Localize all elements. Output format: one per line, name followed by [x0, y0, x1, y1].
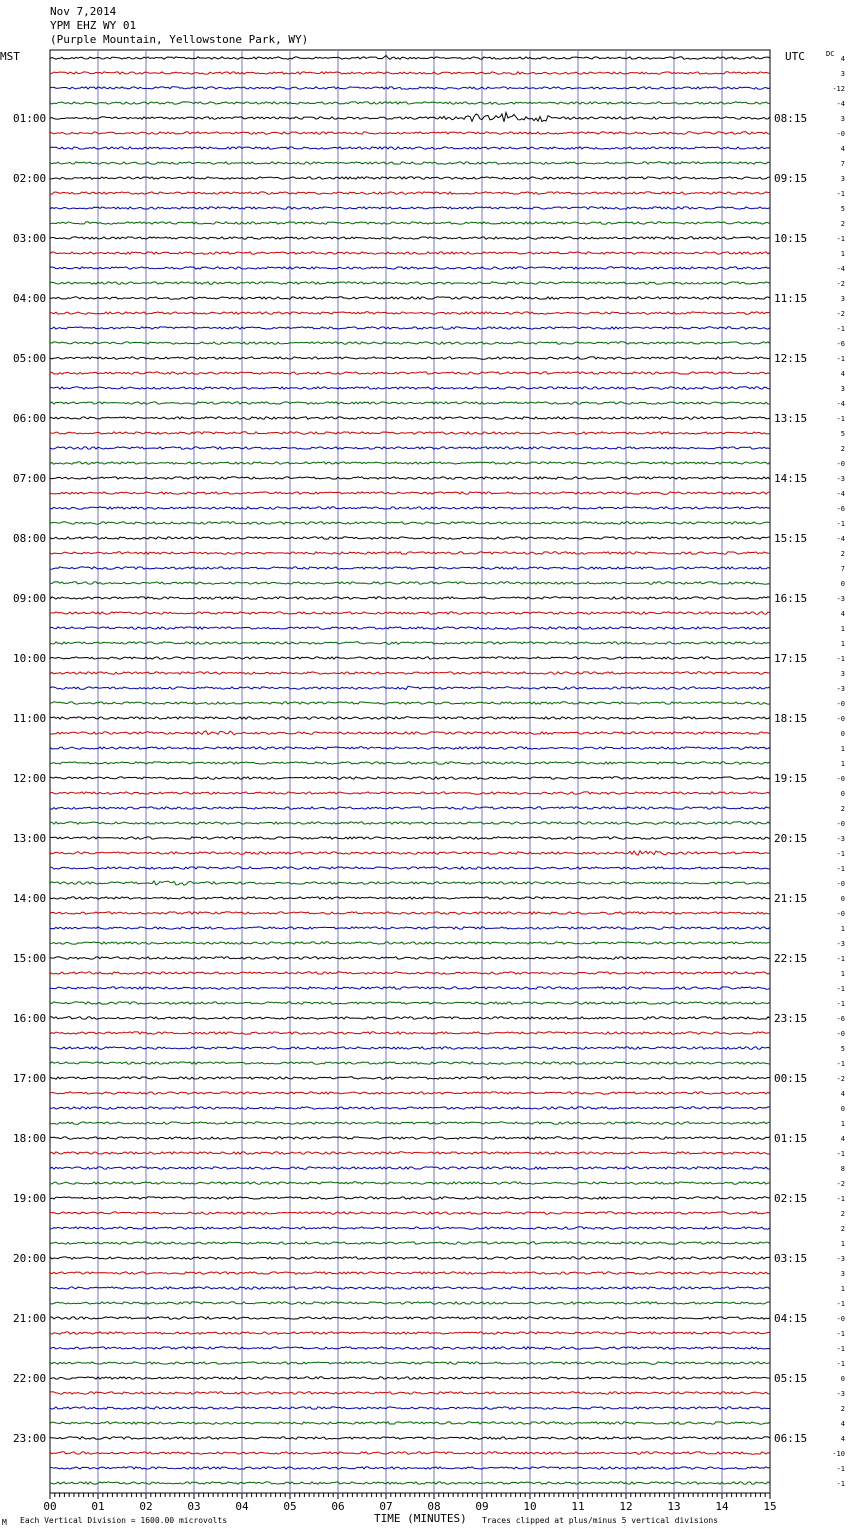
dc-offset-value: 1 — [840, 250, 845, 258]
utc-hour-label: 20:15 — [774, 832, 808, 845]
trace-74 — [50, 1167, 770, 1169]
trace-9 — [50, 192, 770, 194]
dc-offset-value: -3 — [836, 685, 845, 693]
dc-offset-value: -1 — [836, 1150, 845, 1158]
dc-offset-value: 3 — [840, 385, 845, 393]
x-tick-label: 11 — [571, 1500, 585, 1513]
x-tick-label: 15 — [763, 1500, 777, 1513]
trace-38 — [50, 627, 770, 629]
trace-83 — [50, 1302, 770, 1304]
trace-53 — [50, 851, 770, 856]
dc-offset-value: 1 — [840, 625, 845, 633]
trace-44 — [50, 717, 770, 719]
trace-45 — [50, 731, 770, 735]
utc-hour-label: 16:15 — [774, 592, 808, 605]
utc-hour-label: 00:15 — [774, 1072, 808, 1085]
utc-hour-label: 12:15 — [774, 352, 808, 365]
dc-offset-value: -1 — [836, 865, 845, 873]
trace-15 — [50, 282, 770, 284]
dc-offset-value: 3 — [840, 1270, 845, 1278]
dc-offset-value: -1 — [836, 1300, 845, 1308]
trace-85 — [50, 1332, 770, 1334]
x-tick-label: 04 — [235, 1500, 249, 1513]
trace-33 — [50, 552, 770, 554]
station-code: YPM EHZ WY 01 — [50, 19, 137, 32]
trace-32 — [50, 537, 770, 539]
trace-3 — [50, 102, 770, 104]
dc-offset-value: -3 — [836, 1255, 845, 1263]
trace-72 — [50, 1137, 770, 1139]
trace-58 — [50, 927, 770, 929]
x-tick-label: 08 — [427, 1500, 441, 1513]
dc-offset-value: -1 — [836, 235, 845, 243]
trace-16 — [50, 297, 770, 299]
dc-offset-value: -10 — [832, 1450, 845, 1458]
dc-offset-value: -1 — [836, 1330, 845, 1338]
dc-offset-value: -0 — [836, 775, 845, 783]
utc-hour-label: 18:15 — [774, 712, 808, 725]
dc-offset-value: 0 — [840, 730, 845, 738]
trace-73 — [50, 1152, 770, 1154]
trace-18 — [50, 327, 770, 329]
utc-hour-label: 11:15 — [774, 292, 808, 305]
dc-offset-value: 1 — [840, 1285, 845, 1293]
x-tick-label: 00 — [43, 1500, 57, 1513]
trace-35 — [50, 582, 770, 584]
dc-offset-value: -1 — [836, 520, 845, 528]
dc-offset-value: 1 — [840, 745, 845, 753]
trace-24 — [50, 417, 770, 419]
dc-offset-value: -1 — [836, 325, 845, 333]
trace-68 — [50, 1077, 770, 1079]
dc-offset-value: -3 — [836, 940, 845, 948]
dc-offset-value: -0 — [836, 460, 845, 468]
trace-65 — [50, 1032, 770, 1034]
dc-offset-value: -2 — [836, 1075, 845, 1083]
trace-70 — [50, 1107, 770, 1109]
trace-52 — [50, 837, 770, 839]
trace-81 — [50, 1272, 770, 1274]
dc-offset-value: -0 — [836, 910, 845, 918]
dc-offset-value: 3 — [840, 175, 845, 183]
dc-offset-value: -2 — [836, 280, 845, 288]
mst-hour-label: 23:00 — [13, 1432, 47, 1445]
dc-offset-value: -4 — [836, 535, 845, 543]
dc-offset-value: -1 — [836, 1480, 845, 1488]
trace-17 — [50, 312, 770, 314]
dc-offset-value: -1 — [836, 850, 845, 858]
trace-59 — [50, 942, 770, 944]
trace-88 — [50, 1377, 770, 1379]
mst-hour-label: 08:00 — [13, 532, 47, 545]
dc-offset-value: 2 — [840, 1225, 845, 1233]
x-tick-label: 05 — [283, 1500, 297, 1513]
trace-31 — [50, 522, 770, 524]
dc-offset-value: 7 — [840, 565, 845, 573]
dc-offset-value: -6 — [836, 1015, 845, 1023]
dc-offset-value: -1 — [836, 1465, 845, 1473]
x-tick-label: 02 — [139, 1500, 153, 1513]
dc-offset-value: 4 — [840, 1090, 845, 1098]
mst-hour-label: 02:00 — [13, 172, 47, 185]
utc-hour-label: 21:15 — [774, 892, 808, 905]
mst-hour-label: 20:00 — [13, 1252, 47, 1265]
utc-hour-label: 06:15 — [774, 1432, 808, 1445]
trace-60 — [50, 957, 770, 959]
trace-25 — [50, 432, 770, 434]
dc-offset-value: -4 — [836, 265, 845, 273]
dc-offset-value: -6 — [836, 340, 845, 348]
trace-57 — [50, 912, 770, 914]
trace-20 — [50, 357, 770, 359]
trace-86 — [50, 1347, 770, 1349]
dc-offset-value: -0 — [836, 130, 845, 138]
trace-47 — [50, 762, 770, 764]
mst-hour-label: 21:00 — [13, 1312, 47, 1325]
trace-39 — [50, 642, 770, 644]
dc-offset-value: 2 — [840, 550, 845, 558]
mst-hour-label: 15:00 — [13, 952, 47, 965]
dc-label: DC — [826, 50, 835, 58]
dc-offset-value: -1 — [836, 1060, 845, 1068]
utc-hour-label: 23:15 — [774, 1012, 808, 1025]
utc-hour-label: 02:15 — [774, 1192, 808, 1205]
trace-10 — [50, 207, 770, 209]
trace-14 — [50, 267, 770, 269]
mst-hour-label: 19:00 — [13, 1192, 47, 1205]
utc-hour-label: 01:15 — [774, 1132, 808, 1145]
trace-61 — [50, 972, 770, 974]
dc-offset-value: -3 — [836, 1390, 845, 1398]
dc-offset-value: 0 — [840, 1105, 845, 1113]
dc-offset-value: -2 — [836, 1180, 845, 1188]
dc-offset-value: -6 — [836, 505, 845, 513]
dc-offset-value: 3 — [840, 115, 845, 123]
x-axis-label: TIME (MINUTES) — [374, 1512, 467, 1525]
dc-offset-value: 3 — [840, 295, 845, 303]
utc-hour-label: 04:15 — [774, 1312, 808, 1325]
mst-hour-label: 12:00 — [13, 772, 47, 785]
dc-offset-value: -2 — [836, 310, 845, 318]
trace-56 — [50, 897, 770, 899]
mst-hour-label: 01:00 — [13, 112, 47, 125]
trace-0 — [50, 56, 770, 60]
dc-offset-value: 1 — [840, 760, 845, 768]
dc-offset-value: 5 — [840, 1045, 845, 1053]
trace-79 — [50, 1242, 770, 1244]
trace-42 — [50, 686, 770, 689]
trace-62 — [50, 987, 770, 989]
dc-offset-value: -1 — [836, 1000, 845, 1008]
dc-offset-value: 2 — [840, 220, 845, 228]
dc-offset-value: 3 — [840, 70, 845, 78]
dc-offset-value: 1 — [840, 640, 845, 648]
mst-hour-label: 11:00 — [13, 712, 47, 725]
station-location: (Purple Mountain, Yellowstone Park, WY) — [50, 33, 309, 46]
dc-offset-value: -1 — [836, 415, 845, 423]
mst-hour-label: 16:00 — [13, 1012, 47, 1025]
mst-hour-label: 13:00 — [13, 832, 47, 845]
mst-hour-label: 17:00 — [13, 1072, 47, 1085]
utc-hour-label: 22:15 — [774, 952, 808, 965]
dc-offset-value: -1 — [836, 190, 845, 198]
dc-offset-value: 1 — [840, 925, 845, 933]
trace-30 — [50, 507, 770, 509]
trace-8 — [50, 177, 770, 179]
trace-11 — [50, 222, 770, 224]
utc-hour-label: 13:15 — [774, 412, 808, 425]
dc-offset-value: 4 — [840, 1435, 845, 1443]
mst-hour-label: 07:00 — [13, 472, 47, 485]
dc-offset-value: 4 — [840, 370, 845, 378]
mst-hour-label: 05:00 — [13, 352, 47, 365]
trace-22 — [50, 387, 770, 389]
x-tick-label: 03 — [187, 1500, 201, 1513]
trace-67 — [50, 1062, 770, 1064]
trace-84 — [50, 1317, 770, 1319]
dc-offset-value: -0 — [836, 1315, 845, 1323]
plot-date: Nov 7,2014 — [50, 5, 117, 18]
trace-6 — [50, 147, 770, 149]
dc-offset-value: 5 — [840, 430, 845, 438]
left-timezone-label: MST — [0, 50, 20, 63]
trace-7 — [50, 162, 770, 164]
dc-offset-value: -4 — [836, 490, 845, 498]
x-tick-label: 10 — [523, 1500, 537, 1513]
mst-hour-label: 04:00 — [13, 292, 47, 305]
x-tick-label: 07 — [379, 1500, 393, 1513]
mst-hour-label: 18:00 — [13, 1132, 47, 1145]
dc-offset-value: -0 — [836, 880, 845, 888]
trace-95 — [50, 1482, 770, 1484]
trace-51 — [50, 822, 770, 824]
trace-75 — [50, 1182, 770, 1184]
trace-48 — [50, 777, 770, 779]
dc-offset-value: -1 — [836, 1360, 845, 1368]
dc-offset-value: -1 — [836, 985, 845, 993]
corner-mark: M — [2, 1518, 7, 1527]
dc-offset-value: 0 — [840, 790, 845, 798]
trace-36 — [50, 597, 770, 599]
mst-hour-label: 06:00 — [13, 412, 47, 425]
trace-77 — [50, 1212, 770, 1214]
utc-hour-label: 09:15 — [774, 172, 808, 185]
mst-hour-label: 09:00 — [13, 592, 47, 605]
utc-hour-label: 03:15 — [774, 1252, 808, 1265]
trace-50 — [50, 807, 770, 809]
dc-offset-value: -4 — [836, 100, 845, 108]
dc-offset-value: -1 — [836, 655, 845, 663]
trace-27 — [50, 462, 770, 464]
trace-5 — [50, 132, 770, 134]
dc-offset-value: 4 — [840, 55, 845, 63]
dc-offset-value: -1 — [836, 955, 845, 963]
dc-offset-value: -1 — [836, 355, 845, 363]
dc-offset-value: 0 — [840, 1375, 845, 1383]
utc-hour-label: 17:15 — [774, 652, 808, 665]
utc-hour-label: 05:15 — [774, 1372, 808, 1385]
dc-offset-value: 8 — [840, 1165, 845, 1173]
dc-offset-value: 2 — [840, 1405, 845, 1413]
trace-92 — [50, 1437, 770, 1439]
dc-offset-value: 1 — [840, 1240, 845, 1248]
dc-offset-value: -3 — [836, 595, 845, 603]
dc-offset-value: 2 — [840, 805, 845, 813]
vertical-division-note: Each Vertical Division = 1600.00 microvolts — [20, 1516, 228, 1525]
trace-55 — [50, 881, 770, 885]
trace-49 — [50, 792, 770, 794]
x-tick-label: 14 — [715, 1500, 729, 1513]
mst-hour-label: 22:00 — [13, 1372, 47, 1385]
trace-63 — [50, 1002, 770, 1004]
trace-41 — [50, 672, 770, 674]
dc-offset-value: -3 — [836, 475, 845, 483]
dc-offset-value: -1 — [836, 1195, 845, 1203]
trace-66 — [50, 1047, 770, 1049]
trace-94 — [50, 1467, 770, 1469]
trace-43 — [50, 702, 770, 704]
trace-93 — [50, 1452, 770, 1454]
trace-37 — [50, 612, 770, 614]
trace-69 — [50, 1092, 770, 1094]
dc-offset-value: 4 — [840, 1135, 845, 1143]
mst-hour-label: 10:00 — [13, 652, 47, 665]
trace-12 — [50, 237, 770, 239]
dc-offset-value: 2 — [840, 1210, 845, 1218]
trace-4 — [50, 113, 770, 122]
trace-87 — [50, 1362, 770, 1364]
dc-offset-value: 4 — [840, 145, 845, 153]
dc-offset-value: 5 — [840, 205, 845, 213]
trace-76 — [50, 1197, 770, 1199]
mst-hour-label: 03:00 — [13, 232, 47, 245]
right-timezone-label: UTC — [785, 50, 805, 63]
plot-frame — [50, 50, 770, 1493]
dc-offset-value: 7 — [840, 160, 845, 168]
trace-82 — [50, 1287, 770, 1289]
trace-90 — [50, 1407, 770, 1409]
dc-offset-value: -0 — [836, 1030, 845, 1038]
dc-offset-value: 1 — [840, 970, 845, 978]
dc-offset-value: 4 — [840, 1420, 845, 1428]
trace-19 — [50, 342, 770, 344]
x-tick-label: 01 — [91, 1500, 105, 1513]
trace-46 — [50, 747, 770, 749]
trace-78 — [50, 1227, 770, 1229]
dc-offset-value: -1 — [836, 1345, 845, 1353]
trace-21 — [50, 372, 770, 374]
dc-offset-value: -4 — [836, 400, 845, 408]
utc-hour-label: 15:15 — [774, 532, 808, 545]
trace-40 — [50, 657, 770, 659]
dc-offset-value: -0 — [836, 715, 845, 723]
trace-28 — [50, 477, 770, 479]
dc-offset-value: -0 — [836, 700, 845, 708]
trace-13 — [50, 252, 770, 254]
dc-offset-value: -12 — [832, 85, 845, 93]
x-tick-label: 13 — [667, 1500, 681, 1513]
trace-54 — [50, 867, 770, 869]
dc-offset-value: 4 — [840, 610, 845, 618]
x-tick-label: 09 — [475, 1500, 489, 1513]
trace-71 — [50, 1122, 770, 1124]
trace-29 — [50, 492, 770, 494]
trace-23 — [50, 402, 770, 404]
trace-1 — [50, 72, 770, 74]
dc-offset-value: 0 — [840, 580, 845, 588]
utc-hour-label: 10:15 — [774, 232, 808, 245]
trace-2 — [50, 87, 770, 89]
trace-89 — [50, 1392, 770, 1394]
utc-hour-label: 14:15 — [774, 472, 808, 485]
dc-offset-value: 0 — [840, 895, 845, 903]
trace-64 — [50, 1017, 770, 1019]
utc-hour-label: 19:15 — [774, 772, 808, 785]
trace-34 — [50, 567, 770, 569]
clipping-note: Traces clipped at plus/minus 5 vertical divisions — [482, 1516, 719, 1525]
x-tick-label: 12 — [619, 1500, 633, 1513]
mst-hour-label: 14:00 — [13, 892, 47, 905]
utc-hour-label: 08:15 — [774, 112, 808, 125]
trace-91 — [50, 1422, 770, 1424]
dc-offset-value: 2 — [840, 445, 845, 453]
dc-offset-value: -3 — [836, 835, 845, 843]
dc-offset-value: -0 — [836, 820, 845, 828]
dc-offset-value: 1 — [840, 1120, 845, 1128]
trace-26 — [50, 447, 770, 449]
dc-offset-value: 3 — [840, 670, 845, 678]
x-tick-label: 06 — [331, 1500, 345, 1513]
trace-80 — [50, 1257, 770, 1259]
